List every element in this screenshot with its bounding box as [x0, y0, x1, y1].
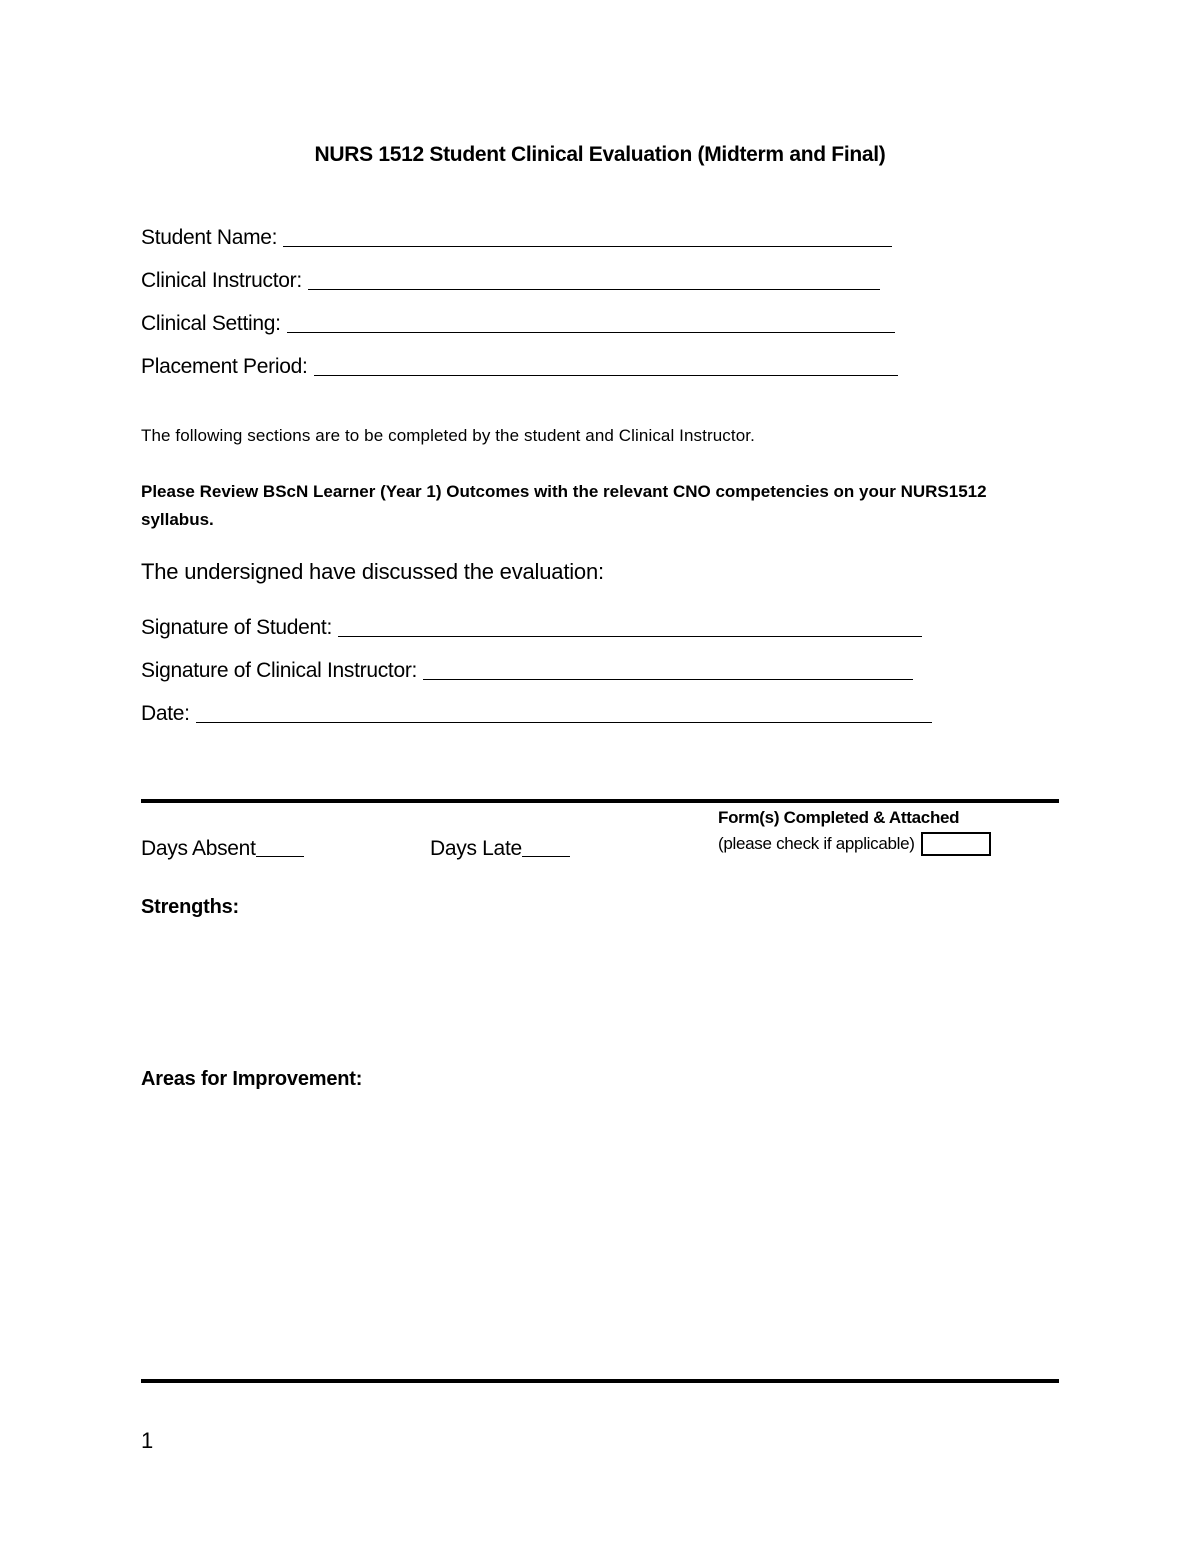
- discussed-statement: The undersigned have discussed the evaluation:: [141, 559, 604, 584]
- review-instructions: Please Review BScN Learner (Year 1) Outcomes with the relevant CNO competencies on your NURS1512 syllabus.: [141, 482, 987, 529]
- date-label: Date:: [141, 702, 190, 725]
- instructor-signature-field[interactable]: [141, 659, 913, 683]
- improvement-heading: Areas for Improvement:: [141, 1068, 363, 1090]
- clinical-instructor-label: Clinical Instructor:: [141, 269, 302, 292]
- days-late-label: Days Late: [430, 837, 522, 860]
- intro-text: The following sections are to be completed by the student and Clinical Instructor.: [141, 426, 755, 445]
- placement-period-field[interactable]: [141, 355, 898, 379]
- section-divider-top: [141, 799, 1059, 803]
- clinical-instructor-input-line[interactable]: [308, 269, 880, 290]
- clinical-instructor-field[interactable]: [141, 269, 880, 293]
- days-late-input-line[interactable]: [522, 856, 570, 857]
- strengths-heading: Strengths:: [141, 896, 240, 918]
- student-signature-label: Signature of Student:: [141, 616, 333, 639]
- days-absent-field[interactable]: [141, 837, 304, 861]
- clinical-setting-field[interactable]: [141, 312, 895, 336]
- date-field[interactable]: [141, 702, 932, 726]
- instructor-signature-label: Signature of Clinical Instructor:: [141, 659, 418, 682]
- document-title: NURS 1512 Student Clinical Evaluation (Midterm and Final): [314, 143, 886, 166]
- student-name-field[interactable]: [141, 226, 892, 250]
- student-name-input-line[interactable]: [283, 226, 892, 247]
- days-late-field[interactable]: [430, 837, 570, 861]
- student-name-label: Student Name:: [141, 226, 278, 249]
- forms-attached-subtext: (please check if applicable): [718, 834, 915, 853]
- clinical-setting-input-line[interactable]: [287, 312, 895, 333]
- days-absent-input-line[interactable]: [256, 856, 304, 857]
- placement-period-input-line[interactable]: [314, 355, 898, 376]
- placement-period-label: Placement Period:: [141, 355, 308, 378]
- instructor-signature-input-line[interactable]: [423, 659, 913, 680]
- date-input-line[interactable]: [196, 702, 932, 723]
- forms-attached-checkbox[interactable]: [921, 832, 991, 856]
- clinical-setting-label: Clinical Setting:: [141, 312, 281, 335]
- student-signature-field[interactable]: [141, 616, 922, 640]
- section-divider-bottom: [141, 1379, 1059, 1383]
- forms-attached-block: [718, 805, 991, 857]
- student-signature-input-line[interactable]: [338, 616, 922, 637]
- forms-attached-heading: Form(s) Completed & Attached: [718, 808, 960, 827]
- page-number: 1: [141, 1428, 154, 1453]
- days-absent-label: Days Absent: [141, 837, 256, 860]
